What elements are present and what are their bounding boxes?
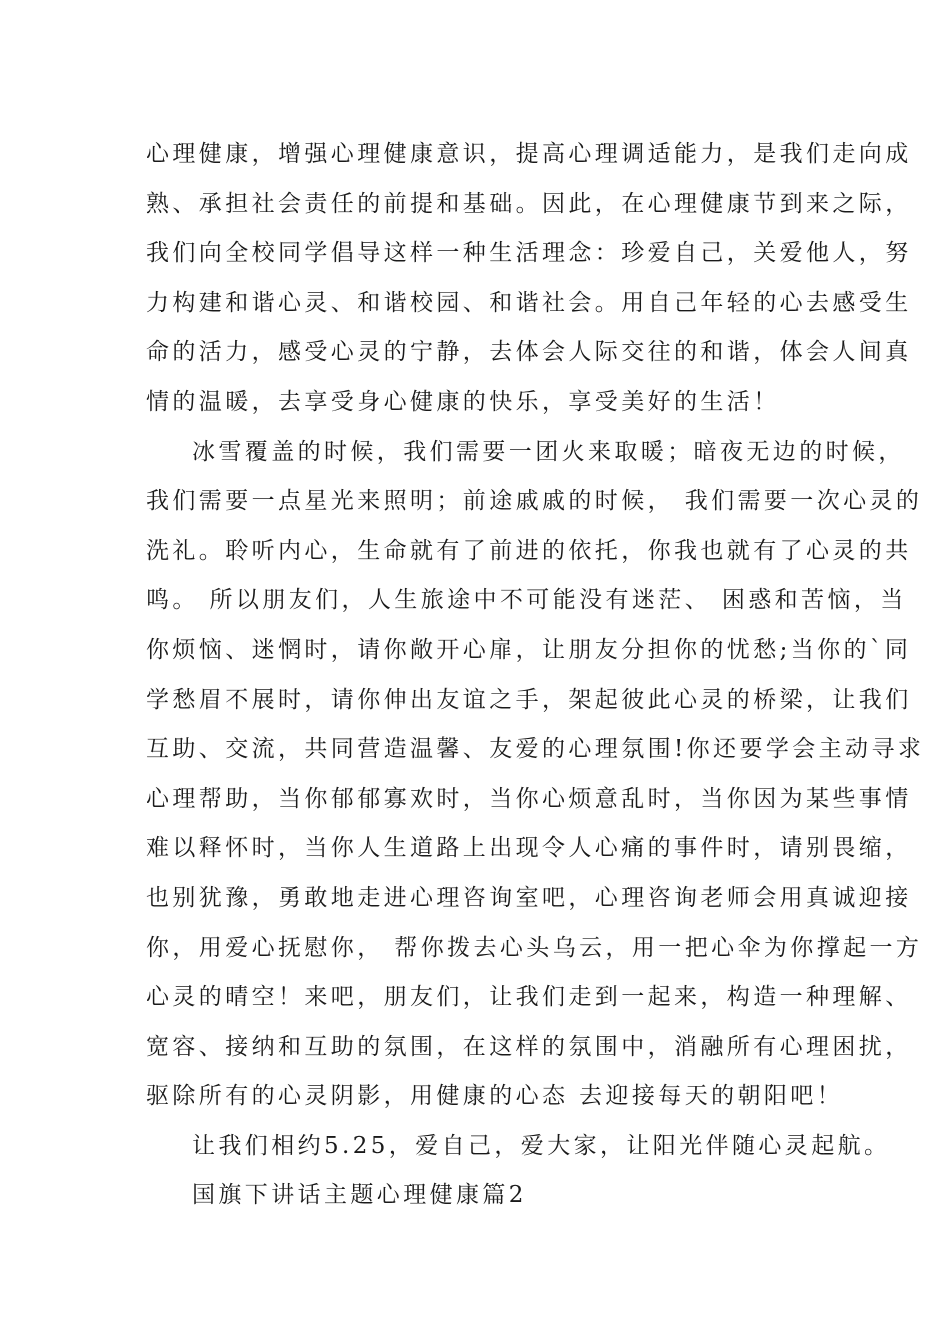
- paragraph-line: 心灵的晴空！来吧，朋友们，让我们走到一起来，构造一种理解、: [146, 984, 912, 1011]
- paragraph-line: 你，用爱心抚慰你， 帮你拨去心头乌云，用一把心伞为你撑起一方: [146, 934, 923, 961]
- paragraph-line: 学愁眉不展时，请你伸出友谊之手，架起彼此心灵的桥梁，让我们: [146, 686, 912, 713]
- paragraph-line: 熟、承担社会责任的前提和基础。因此，在心理健康节到来之际，: [146, 190, 912, 217]
- paragraph-line: 难以释怀时，当你人生道路上出现令人心痛的事件时，请别畏缩，: [146, 835, 912, 862]
- paragraph-line: 情的温暖，去享受身心健康的快乐，享受美好的生活！: [146, 388, 780, 415]
- section-heading: 国旗下讲话主题心理健康篇2: [192, 1182, 527, 1209]
- paragraph-line: 冰雪覆盖的时候，我们需要一团火来取暖；暗夜无边的时候，: [192, 438, 905, 465]
- paragraph-line: 洗礼。聆听内心，生命就有了前进的依托，你我也就有了心灵的共: [146, 537, 912, 564]
- paragraph-line: 心理健康，增强心理健康意识，提高心理调适能力，是我们走向成: [146, 141, 912, 167]
- paragraph-line: 我们向全校同学倡导这样一种生活理念：珍爱自己，关爱他人，努: [146, 240, 912, 267]
- paragraph-line: 我们需要一点星光来照明；前途戚戚的时候， 我们需要一次心灵的: [146, 488, 923, 515]
- paragraph-line: 宽容、接纳和互助的氛围，在这样的氛围中，消融所有心理困扰，: [146, 1033, 912, 1060]
- paragraph-line: 心理帮助，当你郁郁寡欢时，当你心烦意乱时，当你因为某些事情: [146, 785, 912, 812]
- paragraph-line: 互助、交流，共同营造温馨、友爱的心理氛围!你还要学会主动寻求: [146, 736, 925, 763]
- paragraph-line: 你烦恼、迷惘时，请你敞开心扉，让朋友分担你的忧愁;当你的`同: [146, 636, 912, 663]
- paragraph-line: 让我们相约5.25，爱自己，爱大家，让阳光伴随心灵起航。: [192, 1132, 891, 1159]
- paragraph-line: 鸣。 所以朋友们，人生旅途中不可能没有迷茫、 困惑和苦恼，当: [146, 587, 907, 614]
- paragraph-line: 命的活力，感受心灵的宁静，去体会人际交往的和谐，体会人间真: [146, 339, 912, 366]
- paragraph-line: 驱除所有的心灵阴影，用健康的心态 去迎接每天的朝阳吧！: [146, 1083, 844, 1110]
- paragraph-line: 也别犹豫，勇敢地走进心理咨询室吧，心理咨询老师会用真诚迎接: [146, 884, 912, 911]
- document-body: [146, 130, 925, 1221]
- paragraph-line: 力构建和谐心灵、和谐校园、和谐社会。用自己年轻的心去感受生: [146, 289, 912, 316]
